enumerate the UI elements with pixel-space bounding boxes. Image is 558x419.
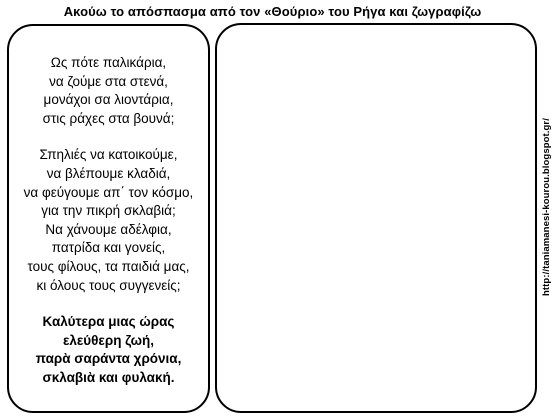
source-url: http://taniamanesi-kourou.blogspot.gr/ [541, 118, 552, 296]
poem-line: Να χάνουμε αδέλφια, [45, 221, 172, 237]
poem-line: μονάχοι σα λιοντάρια, [43, 92, 174, 108]
poem-stanza [9, 313, 208, 387]
poem-stanza [9, 54, 208, 128]
poem-line: να φεύγουμε απ΄ τον κόσμο, [23, 184, 194, 200]
poem-line: πατρίδα και γονείς, [51, 240, 166, 256]
poem-line: κι όλους τους συγγενείς; [36, 277, 181, 293]
poem-panel [7, 24, 210, 413]
poem-stanza [9, 146, 208, 295]
poem-line: ελεύθερη ζωή, [62, 332, 155, 348]
drawing-area[interactable] [215, 23, 537, 413]
poem-line: να βλέπουμε κλαδιά, [46, 165, 171, 181]
poem-line: παρὰ σαράντα χρόνια, [35, 351, 182, 367]
poem-line: τους φίλους, τα παιδιά μας, [27, 258, 190, 274]
poem-line: Καλύτερα μιας ώρας [42, 314, 175, 330]
poem-line: για την πικρή σκλαβιά; [41, 203, 176, 219]
poem-line: στις ράχες στα βουνά; [42, 110, 175, 126]
poem-line: Σπηλιές να κατοικούμε, [39, 147, 178, 163]
poem-line: σκλαβιὰ και φυλακή. [42, 369, 175, 385]
worksheet-title: Ακούω το απόσπασμα από τον «Θούριο» του Ρήγα και ζωγραφίζω [63, 4, 482, 19]
poem-line: να ζούμε στα στενά, [49, 73, 168, 89]
poem-text [9, 54, 208, 388]
poem-line: Ως πότε παλικάρια, [50, 55, 167, 70]
